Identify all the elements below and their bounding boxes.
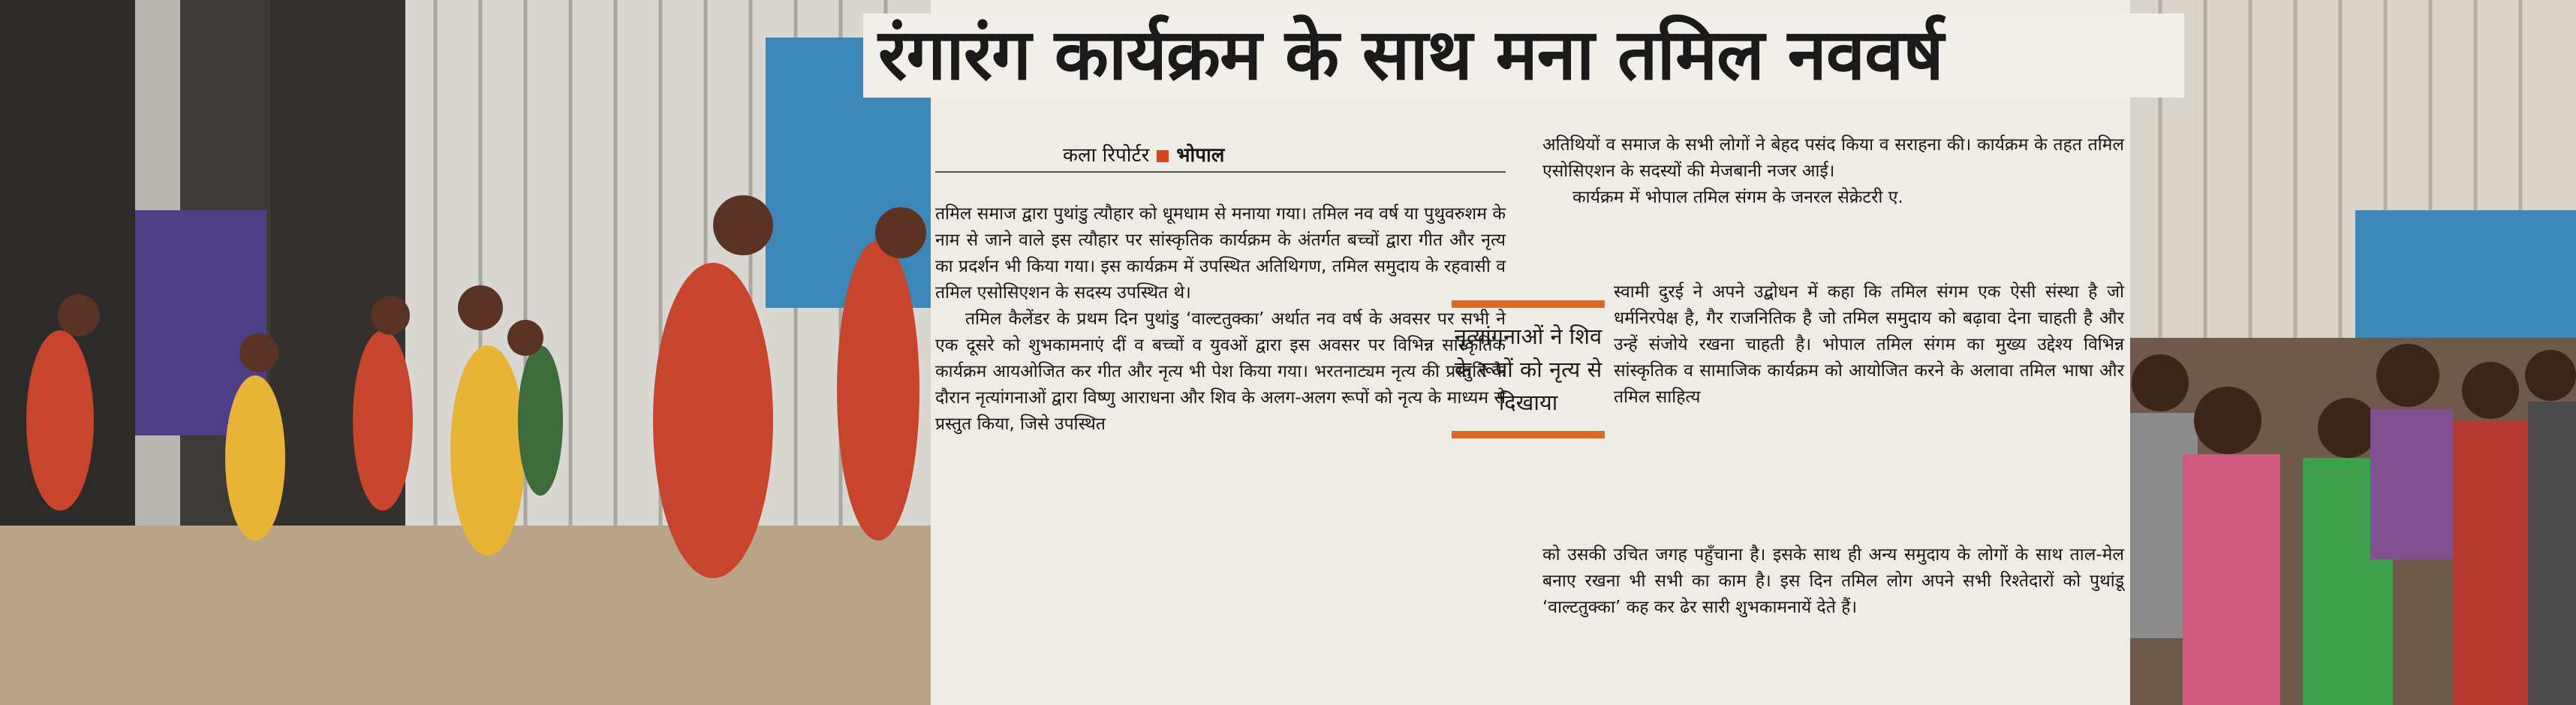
paragraph: स्वामी दुरई ने अपने उद्बोधन में कहा कि तमिल संगम एक ऐसी संस्था है जो धर्मनिरपेक्ष है, गैर राजनितिक है जो तमिल समुदाय को बढ़ावा देना चाहती है और उन्हें संजोये रखना चाहती है। भोपाल तमिल संगम का मुख्य उद्देश्य विभिन्न सांस्कृतिक व सामाजिक कार्यक्रम को आयोजित करने के अलावा तमिल भाषा और तमिल साहित्य <box>1614 282 2124 407</box>
byline-city: भोपाल <box>1176 144 1225 167</box>
paragraph: अतिथियों व समाज के सभी लोगों ने बेहद पसंद किया व सराहना की। कार्यक्रम के तहत तमिल एसोसिएशन के सदस्यों की मेजबानी नजर आई। <box>1542 135 2124 181</box>
dance-performance-photo <box>0 0 931 705</box>
bullet-square-icon <box>1157 150 1169 162</box>
pull-quote-top-rule <box>1452 300 1605 308</box>
article-column-2-bottom <box>1542 542 2124 621</box>
article-column-1 <box>935 201 1506 438</box>
paragraph: को उसकी उचित जगह पहुँचाना है। इसके साथ ही अन्य समुदाय के लोगों के साथ ताल-मेल बनाए रखना भी सभी का काम है। इस दिन तमिल लोग अपने सभी रिश्तेदारों को पुथांडू ‘वाल्टतुक्का’ कह कर ढेर सारी शुभकामनायें देते हैं। <box>1542 545 2124 617</box>
audience-photo <box>2130 0 2576 705</box>
pull-quote <box>1449 300 1608 438</box>
pull-quote-text: नृत्यांगनाओं ने शिव के रूपों को नृत्य से दिखाया <box>1454 324 1602 415</box>
byline <box>935 138 1506 173</box>
reporter-name: कला रिपोर्टर <box>1063 144 1150 167</box>
article-column-2-middle <box>1614 279 2124 411</box>
article-column-2-top <box>1542 132 2124 211</box>
paragraph: कार्यक्रम में भोपाल तमिल संगम के जनरल सेक्रेटरी ए. <box>1572 188 1903 207</box>
pull-quote-bottom-rule <box>1452 431 1605 438</box>
headline: रंगारंग कार्यक्रम के साथ मना तमिल नववर्ष <box>863 14 2184 98</box>
paragraph: तमिल समाज द्वारा पुथांडु त्यौहार को धूमधाम से मनाया गया। तमिल नव वर्ष या पुथुवरुशम के नाम से जाने वाले इस त्यौहार पर सांस्कृतिक कार्यक्रम के अंतर्गत बच्चों द्वारा गीत और नृत्य का प्रदर्शन भी किया गया। इस कार्यक्रम में उपस्थित अतिथिगण, तमिल समुदाय के रहवासी व तमिल एसोसिएशन के सदस्य उपस्थित थे। <box>935 204 1506 303</box>
paragraph: तमिल कैलेंडर के प्रथम दिन पुथांडु ‘वाल्टतुक्का’ अर्थात नव वर्ष के अवसर पर सभी ने एक दूसरे को शुभकामनाएं दीं व बच्चों व युवओं द्वारा इस अवसर पर विभिन्न सांस्कृतिक कार्यक्रम आयओजित कर गीत और नृत्य भी पेश किया गया। भरतनाट्यम नृत्य की प्रस्तुति के दौरान नृत्यांगनाओं द्वारा विष्णु आराधना और शिव के अलग-अलग रूपों को नृत्य के माध्यम से प्रस्तुत किया, जिसे उपस्थित <box>935 309 1506 434</box>
